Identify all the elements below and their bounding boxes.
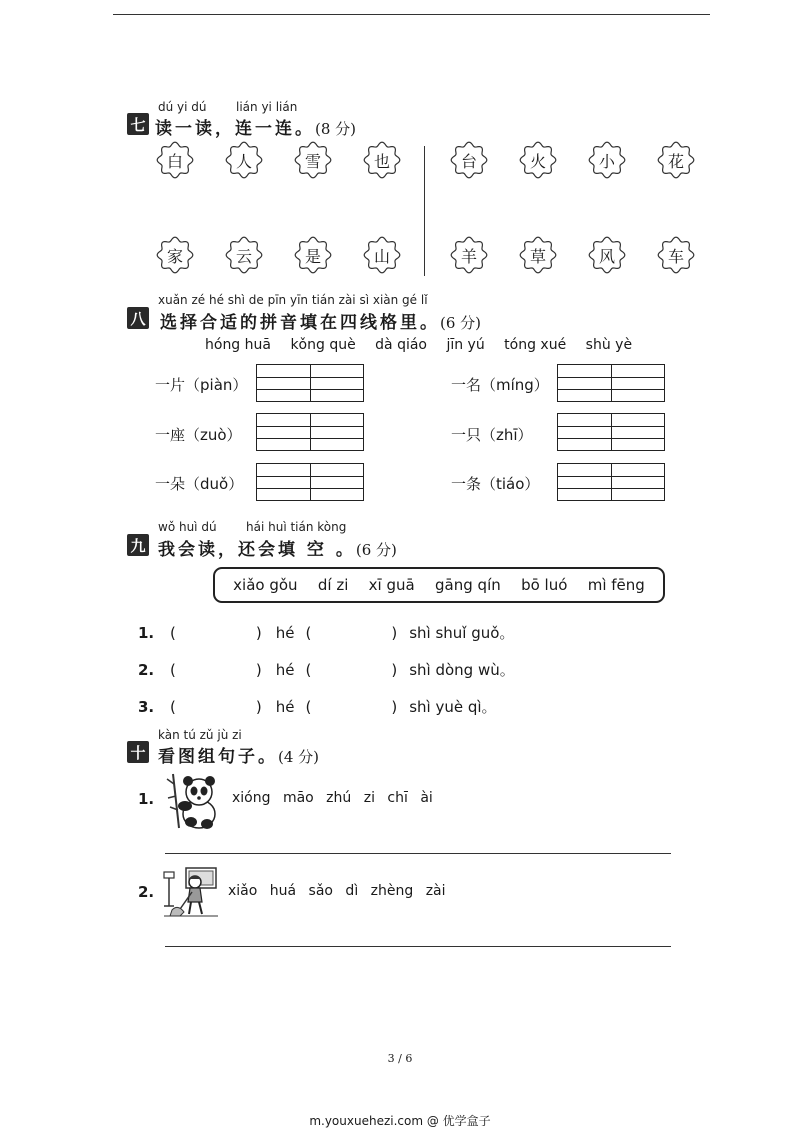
page-number: 3 / 6 (387, 1052, 413, 1065)
blank-close: ) (391, 624, 398, 642)
match-character-label: 山 (373, 246, 390, 266)
blank-open: ( (305, 661, 312, 679)
answer-line[interactable] (165, 853, 671, 854)
blank-open: ( (170, 624, 176, 642)
word-bank-item: shù yè (585, 337, 633, 353)
conjunction-he: hé (275, 624, 295, 642)
blank-close: ) (391, 698, 398, 716)
match-character[interactable] (225, 141, 263, 179)
match-character[interactable] (363, 141, 401, 179)
blank-open: ( (170, 661, 176, 679)
match-character-label: 草 (529, 246, 546, 266)
match-character[interactable] (225, 236, 263, 274)
question-row-1 (138, 622, 514, 643)
match-character-label: 白 (166, 151, 183, 171)
question-row-2 (138, 659, 515, 680)
blank-open: ( (170, 698, 176, 716)
question-number: 2. (138, 661, 155, 679)
four-line-grid[interactable] (557, 463, 665, 501)
blank-close: ) (255, 661, 262, 679)
match-character-label: 小 (598, 151, 615, 171)
four-line-grid[interactable] (557, 364, 665, 402)
section10-pinyin: kàn tú zǔ jù zi (158, 728, 242, 742)
word-bank-item: dà qiáo (375, 337, 427, 353)
word-bank-item: mì fēng (587, 576, 645, 594)
fill-label-ming: 一名（míng） (451, 376, 549, 394)
four-line-grid[interactable] (256, 413, 364, 451)
word-bank-item: kǒng què (290, 337, 356, 353)
match-character[interactable] (156, 236, 194, 274)
match-character-label: 花 (667, 151, 684, 171)
match-character[interactable] (588, 236, 626, 274)
match-character-label: 云 (235, 246, 252, 266)
match-character-label: 风 (598, 246, 615, 266)
match-character-label: 也 (373, 151, 390, 171)
section7-number: 七 (127, 113, 149, 135)
section10-number: 十 (127, 741, 149, 763)
match-divider (424, 146, 425, 276)
match-character-label: 家 (166, 246, 183, 266)
section9-word-bank (213, 567, 665, 603)
match-character[interactable] (588, 141, 626, 179)
match-character[interactable] (294, 141, 332, 179)
word-bank-item: jīn yú (446, 337, 485, 353)
section7-title (155, 114, 356, 139)
picture-item-words: xióng māo zhú zi chī ài (232, 790, 433, 806)
match-character-label: 雪 (304, 151, 321, 171)
section7-pinyin-a: dú yi dú (158, 100, 207, 114)
match-character-label: 人 (235, 151, 252, 171)
conjunction-he: hé (275, 661, 295, 679)
section7-pinyin-b: lián yi lián (236, 100, 298, 114)
section8-pinyin: xuǎn zé hé shì de pīn yīn tián zài sì xiàn gé lǐ (158, 293, 428, 307)
match-character[interactable] (363, 236, 401, 274)
question-tail: shì dòng wù。 (409, 661, 515, 679)
fill-label-zuo: 一座（zuò） (155, 426, 242, 444)
answer-line[interactable] (165, 946, 671, 947)
match-character-label: 火 (529, 151, 546, 171)
section9-title-text: 我会读，还会填 空 。 (158, 540, 356, 560)
section10-title (158, 742, 319, 767)
picture-item-number: 2. (138, 883, 155, 901)
blank-open: ( (305, 698, 312, 716)
section8-score: (6 分) (440, 314, 482, 332)
match-character[interactable] (657, 236, 695, 274)
match-character[interactable] (294, 236, 332, 274)
panda-bamboo-icon (163, 770, 223, 832)
section8-number: 八 (127, 307, 149, 329)
match-character-label: 是 (304, 246, 321, 266)
blank-open: ( (305, 624, 312, 642)
match-character[interactable] (156, 141, 194, 179)
section10-score: (4 分) (278, 748, 320, 766)
question-number: 1. (138, 624, 155, 642)
fill-label-duo: 一朵（duǒ） (155, 475, 244, 493)
section9-score: (6 分) (355, 541, 397, 559)
blank-close: ) (391, 661, 398, 679)
match-character[interactable] (450, 236, 488, 274)
word-bank-item: dí zi (317, 576, 349, 594)
footer-source: m.youxuehezi.com @ 优学盒子 (309, 1114, 491, 1128)
question-tail: shì shuǐ guǒ。 (409, 624, 515, 642)
match-character-label: 羊 (460, 246, 477, 266)
section10-title-text: 看图组句子。 (158, 747, 278, 767)
word-bank-item: hóng huā (205, 337, 271, 353)
match-character[interactable] (450, 141, 488, 179)
word-bank-item: gāng qín (435, 576, 501, 594)
section9-number: 九 (127, 534, 149, 556)
section8-word-bank (205, 337, 647, 353)
fill-label-zhi: 一只（zhī） (451, 426, 533, 444)
four-line-grid[interactable] (256, 463, 364, 501)
match-character[interactable] (519, 236, 557, 274)
word-bank-item: bō luó (521, 576, 568, 594)
section8-title (160, 308, 481, 333)
picture-item-words: xiǎo huá sǎo dì zhèng zài (228, 883, 446, 899)
fill-label-tiao: 一条（tiáo） (451, 475, 540, 493)
conjunction-he: hé (275, 698, 295, 716)
question-tail: shì yuè qì。 (409, 698, 497, 716)
question-row-3 (138, 696, 497, 717)
match-character[interactable] (657, 141, 695, 179)
section7-title-text: 读一读，连一连。 (155, 119, 315, 139)
picture-item-number: 1. (138, 790, 155, 808)
section7-score: (8 分) (315, 120, 357, 138)
word-bank-item: xiǎo gǒu (233, 576, 298, 594)
section9-pinyin-a: wǒ huì dú (158, 520, 217, 534)
top-rule (113, 14, 710, 15)
match-character-label: 台 (460, 151, 477, 171)
four-line-grid[interactable] (256, 364, 364, 402)
blank-close: ) (255, 698, 262, 716)
word-bank-item: xī guā (368, 576, 415, 594)
fill-label-pian: 一片（piàn） (155, 376, 248, 394)
match-character[interactable] (519, 141, 557, 179)
section9-title (158, 535, 397, 560)
four-line-grid[interactable] (557, 413, 665, 451)
section8-title-text: 选择合适的拼音填在四线格里。 (160, 313, 440, 333)
question-number: 3. (138, 698, 155, 716)
child-sweeping-icon (162, 862, 220, 918)
section9-pinyin-b: hái huì tián kòng (246, 520, 347, 534)
word-bank-item: tóng xué (504, 337, 567, 353)
blank-close: ) (255, 624, 262, 642)
match-character-label: 车 (667, 246, 684, 266)
